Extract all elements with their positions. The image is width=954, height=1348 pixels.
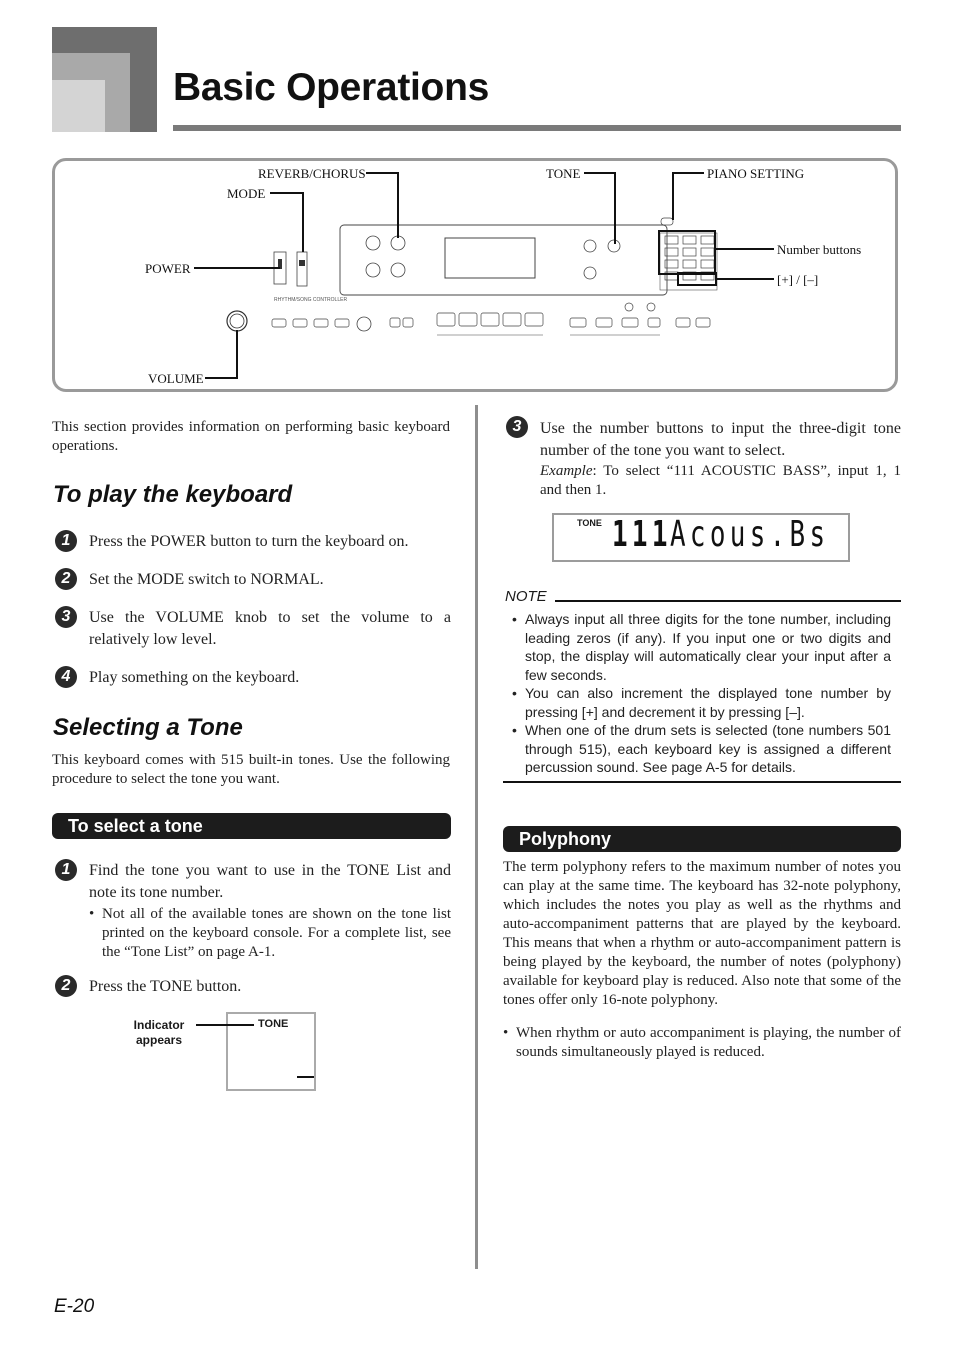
page-number: E-20 — [54, 1296, 95, 1317]
callout-pointer — [614, 172, 616, 244]
callout-pointer — [716, 248, 774, 250]
callout-tone: TONE — [546, 166, 581, 181]
bullet-dot: • — [503, 1025, 509, 1041]
tone-intro-paragraph: This keyboard comes with 515 built-in tones. Use the following procedure to select the tone you want. — [52, 752, 450, 787]
step-number: 1 — [55, 530, 77, 552]
bullet-dot: • — [89, 906, 95, 922]
play-step-2: Set the MODE switch to NORMAL. — [89, 571, 324, 588]
polyphony-paragraph: The term polyphony refers to the maximum number of notes you can play at the same time. The keyboard has 32-note polyphony, which includes the notes you play as well as the rhythms and auto-accompaniment patterns that are played by the keyboard. This means that when a rhythm or auto-accompaniment pattern is being played by the keyboard, the number of notes (polyphony) available for keyboard play is reduced. Also note that some of the tones offer only 16-note polyphony. — [503, 859, 901, 1008]
callout-pointer — [366, 172, 399, 174]
note-text: You can also increment the displayed tone number by pressing [+] and decrement it by pressing [–]. — [525, 685, 891, 720]
bullet-text: Not all of the available tones are shown on the tone list printed on the keyboard console. For a complete list, see the “Tone List” on page A-1. — [102, 906, 451, 960]
lcd-tone-label: TONE — [577, 518, 602, 528]
polyphony-bullet — [503, 1024, 901, 1062]
console-panel-illustration — [200, 215, 720, 355]
play-step-3: Use the VOLUME knob to set the volume to a relatively low level. — [89, 609, 451, 648]
callout-pointer — [194, 267, 280, 269]
select-tone-bar-heading: To select a tone — [52, 813, 451, 839]
callout-pointer — [270, 192, 304, 194]
callout-pointer — [205, 377, 238, 379]
indicator-tone-label: TONE — [258, 1018, 289, 1030]
step-number: 3 — [506, 416, 528, 438]
header-rule — [173, 125, 901, 131]
column-divider — [475, 405, 478, 1269]
lcd-tone-name: Acous.Bs — [670, 514, 830, 555]
header-decoration-inner — [52, 80, 105, 132]
bullet-dot: • — [512, 611, 517, 627]
callout-pointer — [672, 172, 704, 174]
intro-paragraph: This section provides information on performing basic keyboard operations. — [52, 419, 450, 454]
indicator-mark — [297, 1076, 314, 1078]
callout-volume: VOLUME — [148, 371, 204, 386]
step-number: 3 — [55, 606, 77, 628]
step-number: 2 — [55, 975, 77, 997]
callout-plus-minus: [+] / [–] — [777, 272, 819, 287]
indicator-appears-label: Indicator appears — [133, 1018, 185, 1047]
plus-minus-highlight — [677, 272, 717, 286]
note-item — [512, 721, 891, 777]
callout-pointer — [584, 172, 616, 174]
note-top-rule — [555, 600, 901, 602]
callout-mode: MODE — [227, 186, 266, 201]
lcd-tone-number: 111 — [612, 514, 672, 555]
select-step-2: Press the TONE button. — [89, 978, 242, 995]
page-title: Basic Operations — [173, 66, 489, 109]
select-step-1-bullet — [89, 905, 451, 962]
play-keyboard-heading: To play the keyboard — [53, 481, 293, 508]
select-step-1: Find the tone you want to use in the TONE List and note its tone number. — [89, 862, 451, 901]
step-number: 4 — [55, 666, 77, 688]
example-body: : To select “111 ACOUSTIC BASS”, input 1, 1 and then 1. — [540, 463, 901, 498]
note-text: Always input all three digits for the tone number, including leading zeros (if any). If you input one or two digits and stop, the display will automatically clear your input after a few seconds. — [525, 611, 891, 683]
callout-pointer — [236, 330, 238, 379]
callout-piano-setting: PIANO SETTING — [707, 166, 805, 181]
example-text — [540, 462, 901, 500]
note-text: When one of the drum sets is selected (tone numbers 501 through 515), each keyboard key is assigned a different percussion sound. See page A-5 for details. — [525, 722, 891, 775]
bullet-text: When rhythm or auto accompaniment is playing, the number of sounds simultaneously played is reduced. — [516, 1025, 901, 1060]
step-number: 1 — [55, 859, 77, 881]
callout-pointer — [397, 172, 399, 238]
bullet-dot: • — [512, 685, 517, 701]
step-number: 2 — [55, 568, 77, 590]
callout-number-buttons: Number buttons — [777, 242, 862, 257]
note-title: NOTE — [505, 588, 547, 605]
callout-pointer — [672, 172, 674, 220]
note-item — [512, 610, 891, 684]
callout-power: POWER — [145, 261, 191, 276]
callout-pointer — [716, 278, 774, 280]
number-buttons-highlight — [658, 230, 716, 275]
callout-pointer — [302, 192, 304, 252]
selecting-tone-heading: Selecting a Tone — [53, 714, 243, 741]
play-step-4: Play something on the keyboard. — [89, 669, 300, 686]
svg-text:RHYTHM/SONG CONTROLLER: RHYTHM/SONG CONTROLLER — [274, 297, 348, 303]
example-label: Example — [540, 463, 593, 479]
note-item — [512, 684, 891, 721]
note-bottom-rule — [503, 781, 901, 783]
indicator-pointer — [196, 1024, 254, 1026]
callout-reverb-chorus: REVERB/CHORUS — [258, 166, 366, 181]
play-step-1: Press the POWER button to turn the keyboard on. — [89, 533, 409, 550]
polyphony-bar-heading: Polyphony — [503, 826, 901, 852]
tone-step-3: Use the number buttons to input the three-digit tone number of the tone you want to select. — [540, 420, 901, 459]
bullet-dot: • — [512, 722, 517, 738]
